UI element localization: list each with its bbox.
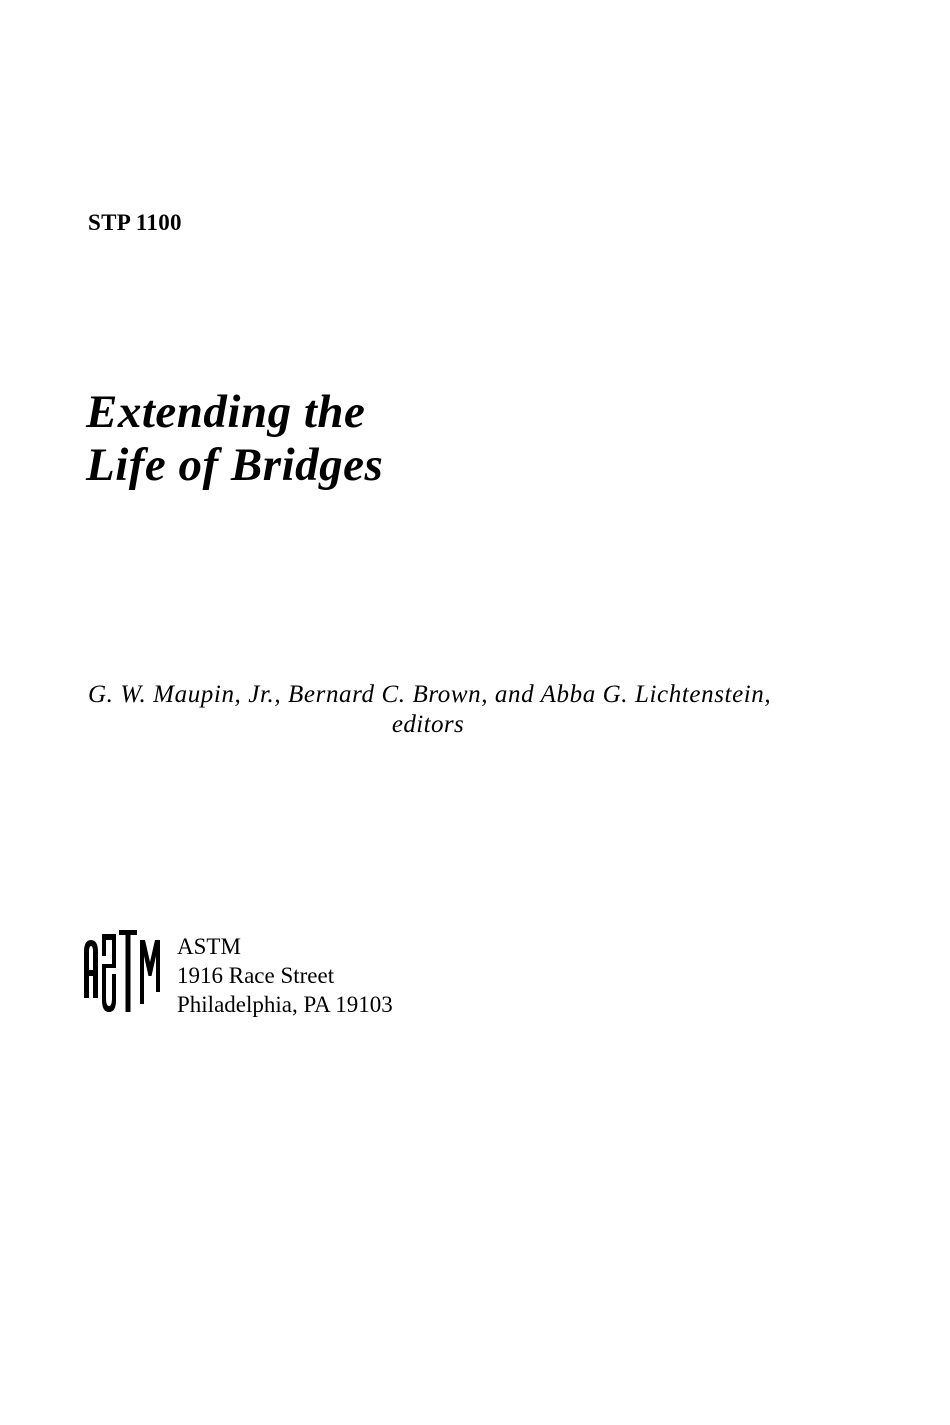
book-title-line-2: Life of Bridges xyxy=(86,439,384,491)
book-title-line-1: Extending the xyxy=(86,386,366,438)
publisher-city: Philadelphia, PA 19103 xyxy=(177,992,393,1017)
editor-names: G. W. Maupin, Jr., Bernard C. Brown, and Abba G. Lichtenstein, xyxy=(88,681,772,708)
astm-logo-icon xyxy=(82,928,162,1012)
publisher-address xyxy=(177,932,393,1019)
publisher-street: 1916 Race Street xyxy=(177,963,335,988)
editor-role: editors xyxy=(391,711,465,738)
book-title xyxy=(86,386,383,492)
editors-block xyxy=(88,680,888,740)
series-number: STP 1100 xyxy=(88,210,182,235)
publisher-name: ASTM xyxy=(177,934,241,959)
